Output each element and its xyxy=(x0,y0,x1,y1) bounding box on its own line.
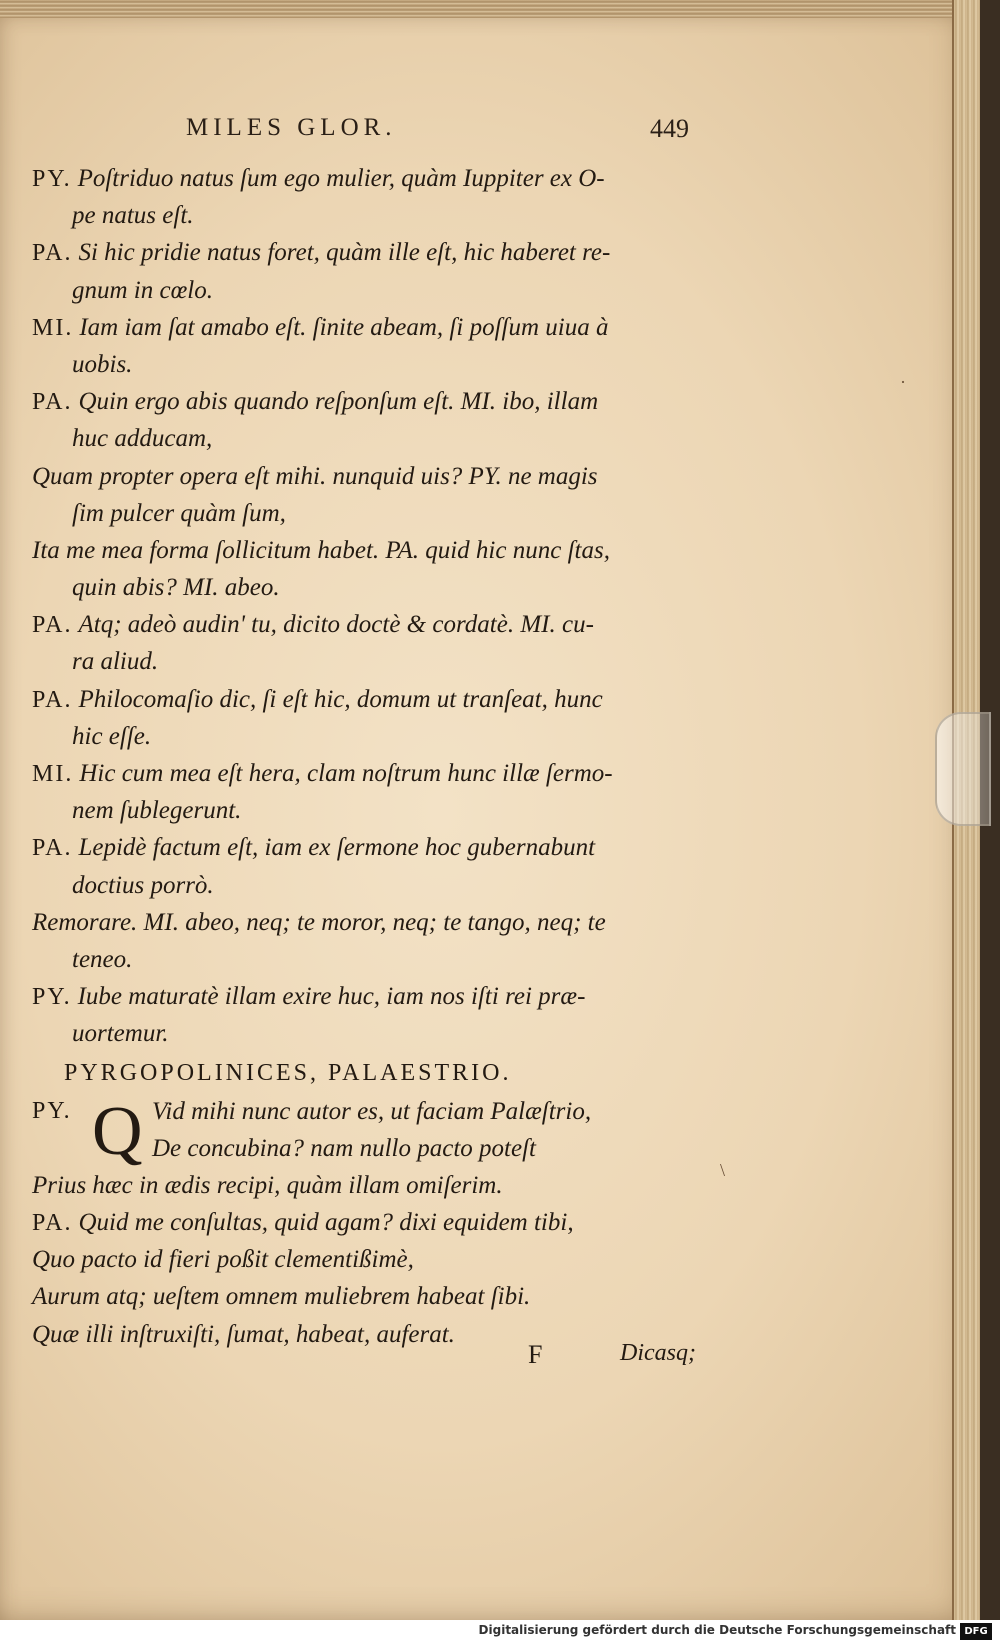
text-line xyxy=(32,197,732,234)
line-text: teneo. xyxy=(72,945,133,973)
scene-line xyxy=(32,1278,732,1315)
text-line xyxy=(32,495,732,532)
line-text: Quo pacto id fieri poßit clementißimè, xyxy=(32,1246,414,1274)
line-text: uortemur. xyxy=(72,1020,169,1048)
speaker-tag: PA. xyxy=(32,240,73,267)
line-text: Atq; adeò audin' tu, dicito doctè & cordatè. MI. cu- xyxy=(78,611,594,639)
text-line xyxy=(32,829,732,866)
line-text: Iam iam ſat amabo eſt. ſinite abeam, ſi poſſum uiua à xyxy=(79,313,609,341)
page-top-edge xyxy=(0,0,980,18)
line-text: Si hic pridie natus foret, quàm ille eſt, hic haberet re- xyxy=(78,239,611,267)
line-text: huc adducam, xyxy=(72,425,213,453)
credit-bar xyxy=(0,1620,1000,1644)
text-line xyxy=(32,234,732,271)
line-text: nem ſublegerunt. xyxy=(72,797,242,825)
line-text: hic eſſe. xyxy=(72,722,152,750)
line-text: Quid me conſultas, quid agam? dixi equidem tibi, xyxy=(78,1209,574,1237)
speaker-tag: MI. xyxy=(32,314,74,341)
line-text: doctius porrò. xyxy=(72,871,214,899)
line-text: Philocomaſio dic, ſi eſt hic, domum ut tranſeat, hunc xyxy=(78,685,603,713)
funding-credit: Digitalisierung gefördert durch die Deutsche Forschungsgemeinschaft xyxy=(478,1623,956,1637)
margin-mark: \ xyxy=(720,1160,726,1180)
speaker-tag: PA. xyxy=(32,612,73,639)
text-block xyxy=(32,160,732,1353)
line-text: gnum in cœlo. xyxy=(72,276,213,304)
line-text: Remorare. MI. abeo, neq; te moror, neq; te tango, neq; te xyxy=(32,908,606,936)
scene-line xyxy=(32,1241,732,1278)
scene-line xyxy=(32,1130,732,1167)
text-line xyxy=(32,643,732,680)
line-text: ra aliud. xyxy=(72,648,159,676)
page-footer xyxy=(0,1340,980,1380)
text-line xyxy=(32,606,732,643)
running-title: MILES GLOR. xyxy=(186,114,397,141)
drop-cap: Q xyxy=(92,1092,143,1170)
line-text: Ita me mea forma ſollicitum habet. PA. quid hic nunc ſtas, xyxy=(32,536,610,564)
speaker-tag: PA. xyxy=(32,686,73,713)
text-line xyxy=(32,383,732,420)
line-text: Prius hæc in ædis recipi, quàm illam omiſerim. xyxy=(32,1171,503,1199)
text-line xyxy=(32,532,732,569)
catchword: Dicasq; xyxy=(620,1340,696,1366)
line-text: Poſtriduo natus ſum ego mulier, quàm Iuppiter ex O- xyxy=(77,165,605,192)
line-text: pe natus eſt. xyxy=(72,202,194,230)
text-line xyxy=(32,272,732,309)
text-line xyxy=(32,346,732,383)
scene-line xyxy=(32,1204,732,1241)
line-text: Iube maturatè illam exire huc, iam nos iſti rei præ- xyxy=(77,983,586,1011)
text-line xyxy=(32,309,732,346)
speaker-tag: MI. xyxy=(32,761,74,787)
speaker-tag: PA. xyxy=(32,1210,73,1237)
speaker-tag: PY. xyxy=(32,166,72,192)
text-line xyxy=(32,160,732,197)
line-text: Hic cum mea eſt hera, clam noſtrum hunc illæ ſermo- xyxy=(79,760,613,787)
text-line xyxy=(32,904,732,941)
line-text: Quam propter opera eſt mihi. nunquid uis? PY. ne magis xyxy=(32,462,598,490)
scene-dialogue xyxy=(32,1093,732,1353)
line-text: Aurum atq; ueſtem omnem muliebrem habeat ſibi. xyxy=(32,1283,531,1311)
text-line xyxy=(32,941,732,978)
text-line xyxy=(32,792,732,829)
text-line xyxy=(32,1015,732,1052)
text-line xyxy=(32,867,732,904)
line-text: ſim pulcer quàm ſum, xyxy=(72,499,286,527)
line-text: Quin ergo abis quando reſponſum eſt. MI. ibo, illam xyxy=(78,388,599,416)
line-text: De concubina? nam nullo pacto poteſt xyxy=(152,1134,536,1162)
speaker-tag: PY. xyxy=(32,1097,72,1124)
margin-mark: · xyxy=(900,372,906,392)
text-line xyxy=(32,681,732,718)
dfg-logo: DFG xyxy=(960,1623,992,1640)
speaker-tag: PY. xyxy=(32,984,72,1011)
dialogue xyxy=(32,160,732,1053)
line-text: uobis. xyxy=(72,350,133,378)
speaker-tag: PA. xyxy=(32,835,73,862)
scene-heading: PYRGOPOLINICES, PALAESTRIO. xyxy=(64,1059,512,1086)
text-line xyxy=(32,755,732,792)
scene-line xyxy=(32,1167,732,1204)
page-clip xyxy=(935,712,991,826)
text-line xyxy=(32,718,732,755)
text-line xyxy=(32,420,732,457)
text-line xyxy=(32,458,732,495)
speaker-tag: PA. xyxy=(32,389,73,416)
line-text: quin abis? MI. abeo. xyxy=(72,574,280,602)
signature-mark: F xyxy=(528,1340,543,1369)
text-line xyxy=(32,978,732,1015)
line-text: Vid mihi nunc autor es, ut faciam Palæſtrio, xyxy=(152,1097,592,1125)
page-header xyxy=(0,114,980,154)
line-text: Quæ illi inſtruxiſti, ſumat, habeat, auferat. xyxy=(32,1320,455,1348)
text-line xyxy=(32,569,732,606)
line-text: Lepidè factum eſt, iam ex ſermone hoc gubernabunt xyxy=(78,834,596,862)
page-number: 449 xyxy=(650,114,689,143)
